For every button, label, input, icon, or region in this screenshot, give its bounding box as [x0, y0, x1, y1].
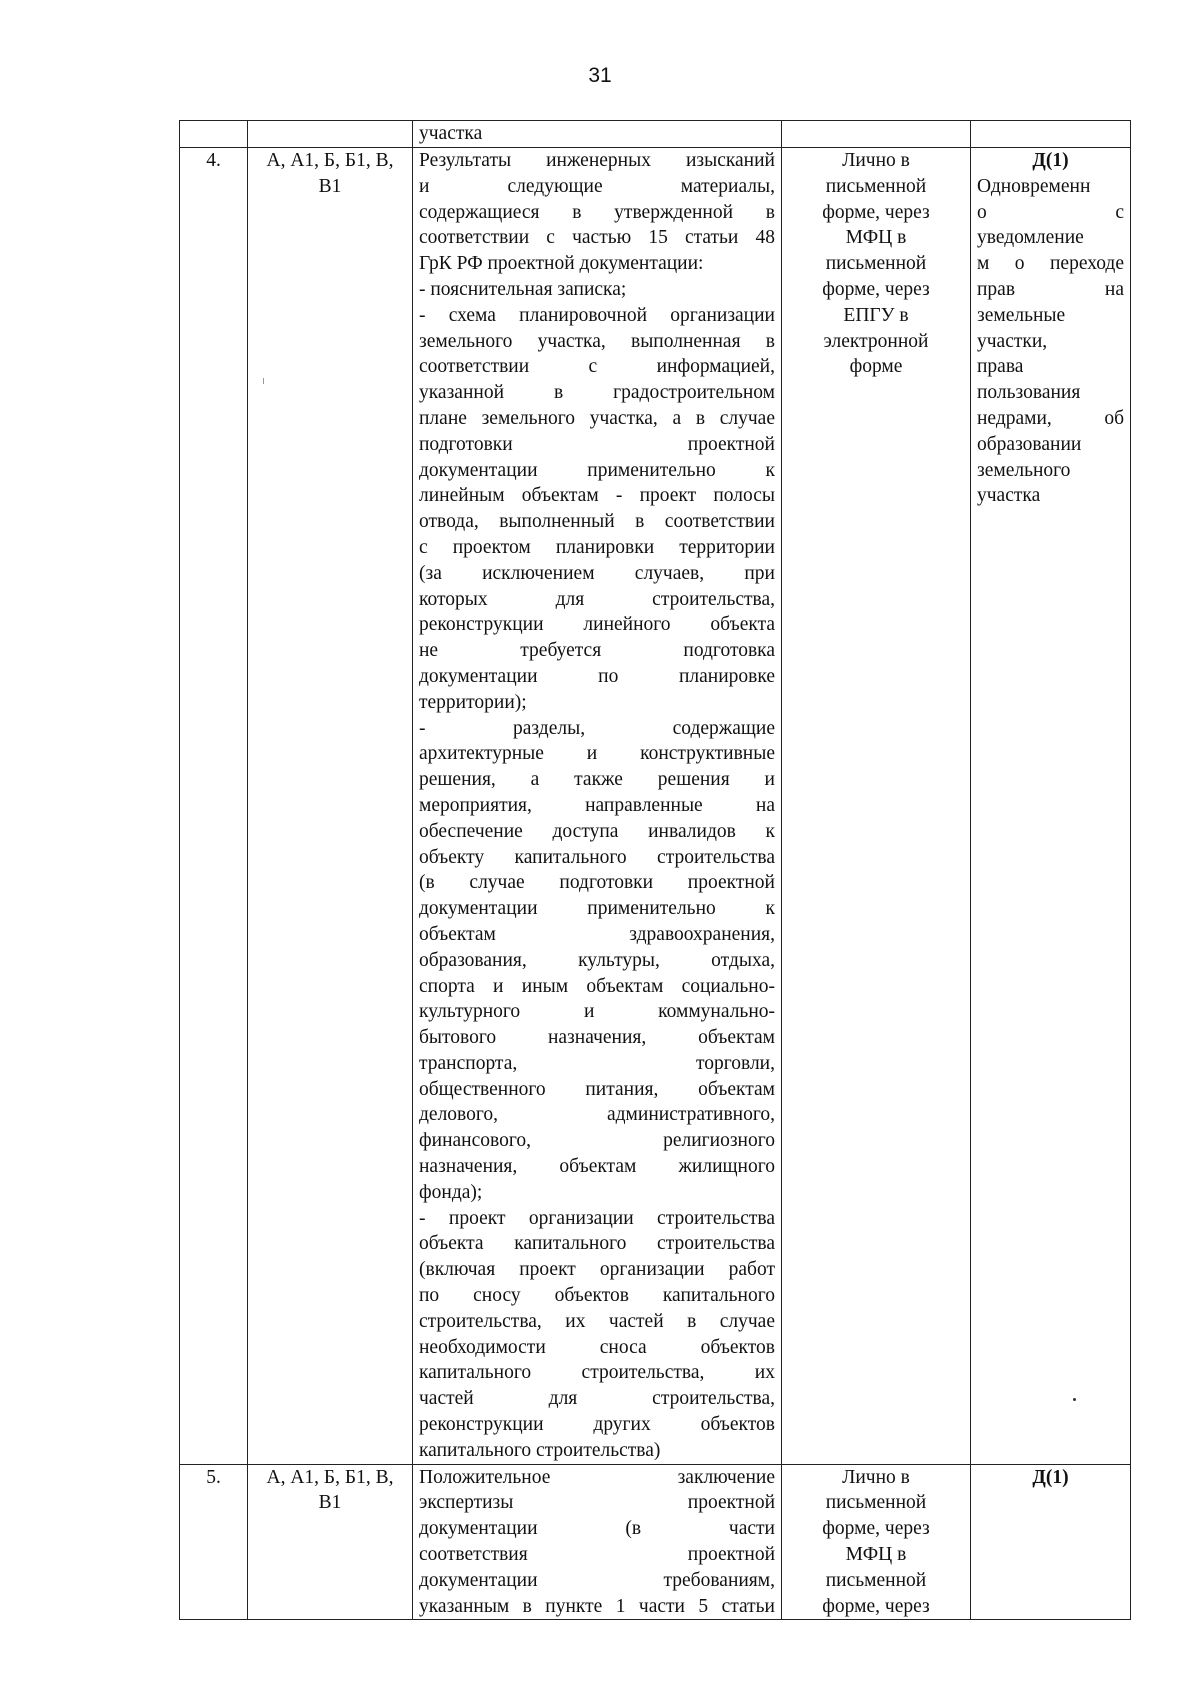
method-line: письменной [825, 253, 927, 275]
method-line: форме, через [822, 201, 930, 223]
text-line: (за исключением случаев, при [419, 562, 775, 584]
submission-method [782, 1464, 971, 1620]
text-line: уведомление [977, 227, 1084, 249]
text-line: документации применительно к [419, 898, 775, 920]
result-cell [971, 148, 1131, 1465]
method-line: форме, через [822, 1595, 930, 1617]
text-line: участка [977, 485, 1041, 507]
text-line: прав на [977, 278, 1124, 300]
text-line: архитектурные и конструктивные [419, 743, 775, 765]
method-line: письменной [825, 1492, 927, 1514]
text-line: подготовки проектной [419, 433, 775, 455]
text-line: объектам здравоохранения, [419, 923, 775, 945]
text-line: документации по планировке [419, 665, 775, 687]
text-line: и следующие материалы, [419, 175, 775, 197]
text-line: образовании [977, 433, 1082, 455]
method-line: Лично в [842, 150, 910, 171]
cell-num [180, 121, 248, 148]
text-line: документации требованиям, [419, 1569, 775, 1591]
submission-method [782, 148, 971, 1465]
text-line: образования, культуры, отдыха, [419, 949, 775, 971]
text-line: объекта капитального строительства [419, 1233, 775, 1255]
cell-result [971, 121, 1131, 148]
text-line: фонда); [419, 1181, 483, 1203]
method-line: МФЦ в [845, 1544, 907, 1566]
result-description [977, 174, 1124, 509]
method-line: письменной [825, 1569, 927, 1591]
method-line: Лично в [842, 1466, 910, 1488]
text-line: Одновременн [977, 175, 1091, 197]
text-line: - проект организации строительства [419, 1207, 775, 1229]
text-line: ГрК РФ проектной документации: [419, 253, 704, 275]
text-line: реконструкции других объектов [419, 1414, 775, 1436]
text-line: бытового назначения, объектам [419, 1027, 775, 1049]
text-line: о с [977, 201, 1124, 223]
documents-table [179, 120, 1130, 1620]
text-line: плане земельного участка, а в случае [419, 407, 775, 429]
text-line: обеспечение доступа инвалидов к [419, 820, 775, 842]
text-line: соответствии с частью 15 статьи 48 [419, 227, 775, 249]
text-line: земельные [977, 304, 1066, 326]
continuation-text: участка [419, 123, 483, 144]
text-line: решения, а также решения и [419, 769, 775, 791]
text-line: содержащиеся в утвержденной в [419, 201, 775, 223]
text-line: м о переходе [977, 253, 1124, 275]
row-number: 4. [180, 148, 248, 1465]
text-line: - пояснительная записка; [419, 278, 627, 300]
text-line: Результаты инженерных изысканий [419, 150, 775, 171]
row-number: 5. [180, 1464, 248, 1620]
table-row-5 [180, 1464, 1131, 1620]
document-description [413, 1464, 782, 1620]
text-line: Положительное заключение [419, 1466, 775, 1488]
text-line: земельного участка, выполненная в [419, 330, 775, 352]
text-line: отвода, выполненный в соответствии [419, 511, 775, 533]
text-line: делового, административного, [419, 1104, 775, 1126]
method-line: ЕПГУ в [843, 304, 909, 326]
text-line: частей для строительства, [419, 1388, 775, 1410]
text-line: которых для строительства, [419, 588, 775, 610]
text-line: экспертизы проектной [419, 1492, 775, 1514]
text-line: (включая проект организации работ [419, 1259, 775, 1281]
text-line: линейным объектам - проект полосы [419, 485, 775, 507]
text-line: - схема планировочной организации [419, 304, 775, 326]
text-line: капитального строительства, их [419, 1362, 775, 1384]
text-line: пользования [977, 382, 1081, 404]
text-line: финансового, религиозного [419, 1130, 775, 1152]
text-line: права [977, 356, 1024, 378]
text-line: капитального строительства) [419, 1439, 661, 1461]
text-line: документации (в части [419, 1518, 775, 1540]
applicant-categories: А, А1, Б, Б1, В, В1 [248, 148, 413, 1465]
text-line: земельного [977, 459, 1071, 481]
scan-speck [1073, 1398, 1076, 1401]
text-line: с проектом планировки территории [419, 536, 775, 558]
document-description [413, 148, 782, 1465]
method-line: МФЦ в [845, 227, 907, 249]
page-number: 31 [588, 64, 612, 87]
text-line: необходимости сноса объектов [419, 1336, 775, 1358]
text-line: мероприятия, направленные на [419, 794, 775, 816]
text-line: соответствия проектной [419, 1544, 775, 1566]
text-line: строительства, их частей в случае [419, 1310, 775, 1332]
text-line: указанным в пункте 1 части 5 статьи [419, 1595, 775, 1617]
text-line: документации применительно к [419, 459, 775, 481]
text-line: участки, [977, 330, 1048, 352]
text-line: - разделы, содержащие [419, 717, 775, 739]
scan-mark [263, 378, 264, 384]
cell-document [413, 121, 782, 148]
text-line: соответствии с информацией, [419, 356, 775, 378]
text-line: указанной в градостроительном [419, 382, 775, 404]
method-line: форме, через [822, 278, 930, 300]
text-line: недрами, об [977, 407, 1124, 429]
text-line: культурного и коммунально- [419, 1001, 775, 1023]
table-row-4 [180, 148, 1131, 1465]
method-line: форме, через [822, 1518, 930, 1540]
cell-categories [248, 121, 413, 148]
result-code: Д(1) [1032, 150, 1069, 171]
text-line: (в случае подготовки проектной [419, 872, 775, 894]
applicant-categories: А, А1, Б, Б1, В, В1 [248, 1464, 413, 1620]
method-line: письменной [825, 175, 927, 197]
text-line: объекту капитального строительства [419, 846, 775, 868]
text-line: не требуется подготовка [419, 640, 775, 662]
result-code: Д(1) [1032, 1466, 1069, 1488]
text-line: назначения, объектам жилищного [419, 1156, 775, 1178]
text-line: территории); [419, 691, 527, 713]
method-line: электронной [823, 330, 929, 352]
text-line: спорта и иным объектам социально- [419, 975, 775, 997]
text-line: транспорта, торговли, [419, 1052, 775, 1074]
text-line: реконструкции линейного объекта [419, 614, 775, 636]
cell-method [782, 121, 971, 148]
text-line: по сносу объектов капитального [419, 1285, 775, 1307]
result-cell [971, 1464, 1131, 1620]
table-row-continuation [180, 121, 1131, 148]
text-line: общественного питания, объектам [419, 1078, 775, 1100]
method-line: форме [849, 356, 903, 378]
